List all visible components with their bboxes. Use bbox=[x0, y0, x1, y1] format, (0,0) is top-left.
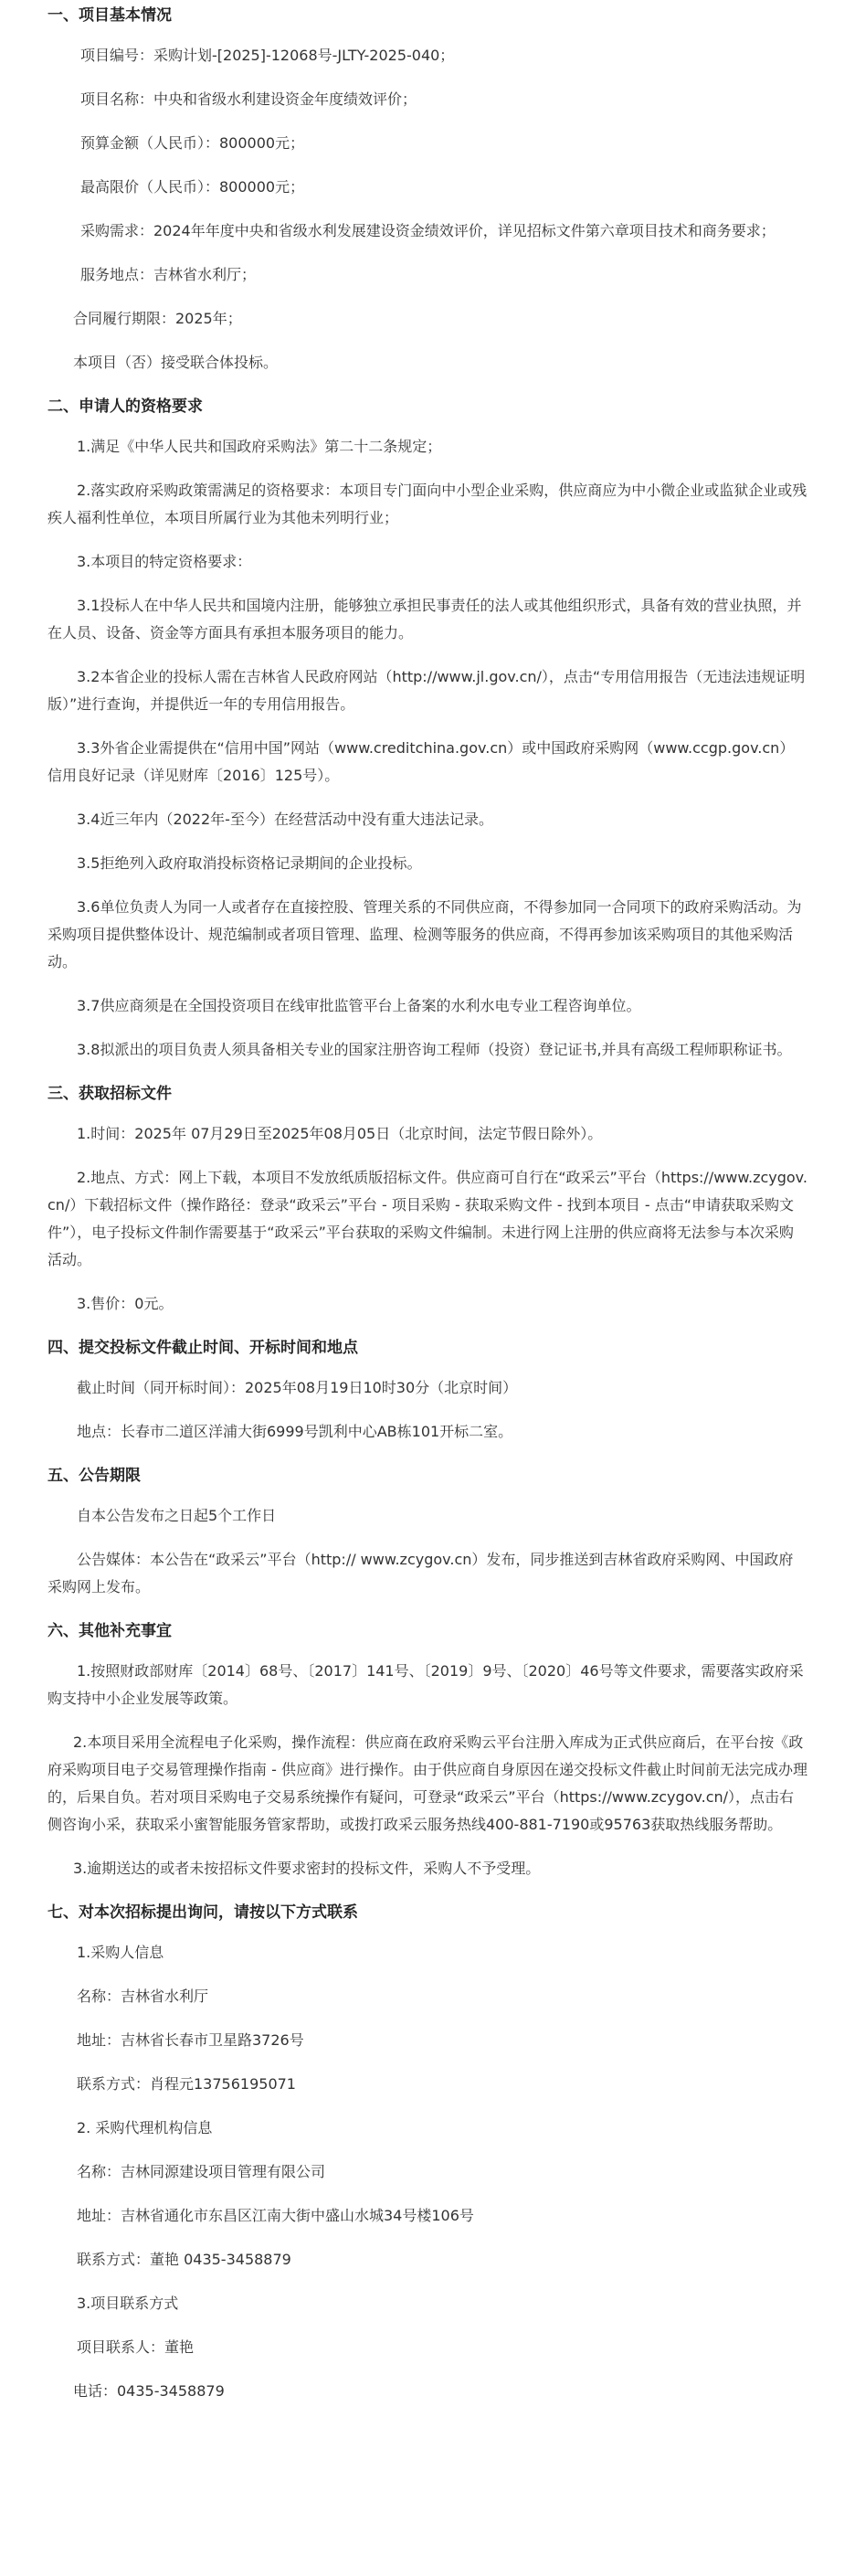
section-paragraph: 项目联系人：董艳 bbox=[77, 2338, 195, 2356]
section-heading: 五、公告期限 bbox=[48, 1467, 141, 1485]
section-paragraph: 联系方式：肖程元13756195071 bbox=[77, 2075, 296, 2093]
section-paragraph: 3.5拒绝列入政府取消投标资格记录期间的企业投标。 bbox=[77, 854, 422, 872]
section-heading: 七、对本次招标提出询问，请按以下方式联系 bbox=[48, 1903, 358, 1922]
section-paragraph: 名称：吉林同源建设项目管理有限公司 bbox=[77, 2163, 326, 2180]
section-paragraph: 名称：吉林省水利厅 bbox=[77, 1988, 209, 2005]
section-paragraph: 3.7供应商须是在全国投资项目在线审批监管平台上备案的水利水电专业工程咨询单位。 bbox=[77, 997, 641, 1014]
section-heading: 六、其他补充事宜 bbox=[48, 1622, 172, 1640]
section-paragraph: 预算金额（人民币）：800000元； bbox=[80, 134, 305, 152]
section-paragraph: 3.1投标人在中华人民共和国境内注册，能够独立承担民事责任的法人或其他组织形式，具备有效的营业执照，并在人员、设备、资金等方面具有承担本服务项目的能力。 bbox=[48, 597, 802, 641]
section-paragraph: 地址：吉林省通化市东昌区江南大街中盛山水城34号楼106号 bbox=[77, 2207, 474, 2224]
section-paragraph: 项目名称：中央和省级水利建设资金年度绩效评价； bbox=[80, 90, 417, 108]
section-paragraph: 合同履行期限：2025年； bbox=[73, 310, 242, 327]
section-heading: 四、提交投标文件截止时间、开标时间和地点 bbox=[48, 1339, 358, 1357]
section-paragraph: 自本公告发布之日起5个工作日 bbox=[77, 1507, 277, 1524]
section-paragraph: 3.4近三年内（2022年-至今）在经营活动中没有重大违法记录。 bbox=[77, 811, 493, 828]
section-paragraph: 电话：0435-3458879 bbox=[73, 2382, 225, 2400]
section-paragraph: 2. 采购代理机构信息 bbox=[77, 2119, 213, 2136]
section-heading: 三、获取招标文件 bbox=[48, 1085, 172, 1103]
section-paragraph: 3.6单位负责人为同一人或者存在直接控股、管理关系的不同供应商，不得参加同一合同项下的政府采购活动。为采购项目提供整体设计、规范编制或者项目管理、监理、检测等服务的供应商，不得再参加该采购项目的其他采购活动。 bbox=[48, 898, 802, 970]
section-paragraph: 最高限价（人民币）：800000元； bbox=[80, 178, 305, 196]
section-paragraph: 3.3外省企业需提供在“信用中国”网站（www.creditchina.gov.cn）或中国政府采购网（www.ccgp.gov.cn）信用良好记录（详见财库〔2016〕125号）。 bbox=[48, 739, 795, 784]
section-paragraph: 联系方式：董艳 0435-3458879 bbox=[77, 2251, 291, 2268]
section-heading: 二、申请人的资格要求 bbox=[48, 398, 203, 416]
section-paragraph: 3.项目联系方式 bbox=[77, 2295, 179, 2312]
section-paragraph: 1.满足《中华人民共和国政府采购法》第二十二条规定； bbox=[77, 438, 442, 455]
section-paragraph: 1.时间：2025年 07月29日至2025年08月05日（北京时间，法定节假日除外）。 bbox=[77, 1125, 603, 1142]
section-paragraph: 2.本项目采用全流程电子化采购，操作流程：供应商在政府采购云平台注册入库成为正式供应商后，在平台按《政府采购项目电子交易管理操作指南 - 供应商》进行操作。由于供应商自身原因在递交投标文件截止时间前无法完成办理的，后果自负。若对项目采购电子交易系统操作有疑问，可登录“政采云”平台（https://www.zcygov.cn/），点击右侧咨询小采，获取采小蜜智能服务管家帮助，或拨打政采云服务热线400-881-7190或95763获取热线服务帮助。 bbox=[48, 1733, 808, 1833]
section-paragraph: 3.逾期送达的或者未按招标文件要求密封的投标文件，采购人不予受理。 bbox=[73, 1860, 541, 1877]
section-paragraph: 项目编号：采购计划-[2025]-12068号-JLTY-2025-040； bbox=[80, 47, 455, 64]
section-paragraph: 3.8拟派出的项目负责人须具备相关专业的国家注册咨询工程师（投资）登记证书,并具有高级工程师职称证书。 bbox=[77, 1041, 792, 1058]
section-paragraph: 公告媒体：本公告在“政采云”平台（http:// www.zcygov.cn）发布，同步推送到吉林省政府采购网、中国政府采购网上发布。 bbox=[48, 1551, 794, 1595]
section-paragraph: 2.落实政府采购政策需满足的资格要求：本项目专门面向中小型企业采购，供应商应为中小微企业或监狱企业或残疾人福利性单位，本项目所属行业为其他未列明行业； bbox=[48, 482, 808, 526]
section-paragraph: 服务地点：吉林省水利厅； bbox=[80, 266, 257, 283]
section-paragraph: 3.2本省企业的投标人需在吉林省人民政府网站（http://www.jl.gov.cn/），点击“专用信用报告（无违法违规证明版）”进行查询，并提供近一年的专用信用报告。 bbox=[48, 668, 806, 713]
section-paragraph: 3.售价：0元。 bbox=[77, 1295, 174, 1312]
section-paragraph: 本项目（否）接受联合体投标。 bbox=[73, 354, 279, 371]
section-paragraph: 2.地点、方式：网上下载，本项目不发放纸质版招标文件。供应商可自行在“政采云”平台（https://www.zcygov.cn/）下载招标文件（操作路径：登录“政采云”平台 - 项目采购 - 获取采购文件 - 找到本项目 - 点击“申请获取采购文件”），电子投标文件制作需要基于“政采云”平台获取的采购文件编制。未进行网上注册的供应商将无法参与本次采购活动。 bbox=[48, 1169, 808, 1268]
announcement-document bbox=[0, 2, 855, 2405]
section-paragraph: 1.按照财政部财库〔2014〕68号、〔2017〕141号、〔2019〕9号、〔2020〕46号等文件要求，需要落实政府采购支持中小企业发展等政策。 bbox=[48, 1662, 804, 1707]
section-paragraph: 地址：吉林省长春市卫星路3726号 bbox=[77, 2031, 304, 2049]
section-paragraph: 采购需求：2024年年度中央和省级水利发展建设资金绩效评价，详见招标文件第六章项目技术和商务要求； bbox=[80, 222, 776, 239]
section-paragraph: 截止时间（同开标时间）：2025年08月19日10时30分（北京时间） bbox=[77, 1379, 518, 1396]
section-heading: 一、项目基本情况 bbox=[48, 6, 172, 25]
section-paragraph: 地点：长春市二道区洋浦大街6999号凯利中心AB栋101开标二室。 bbox=[77, 1423, 513, 1440]
section-paragraph: 3.本项目的特定资格要求： bbox=[77, 553, 252, 570]
section-paragraph: 1.采购人信息 bbox=[77, 1944, 164, 1961]
